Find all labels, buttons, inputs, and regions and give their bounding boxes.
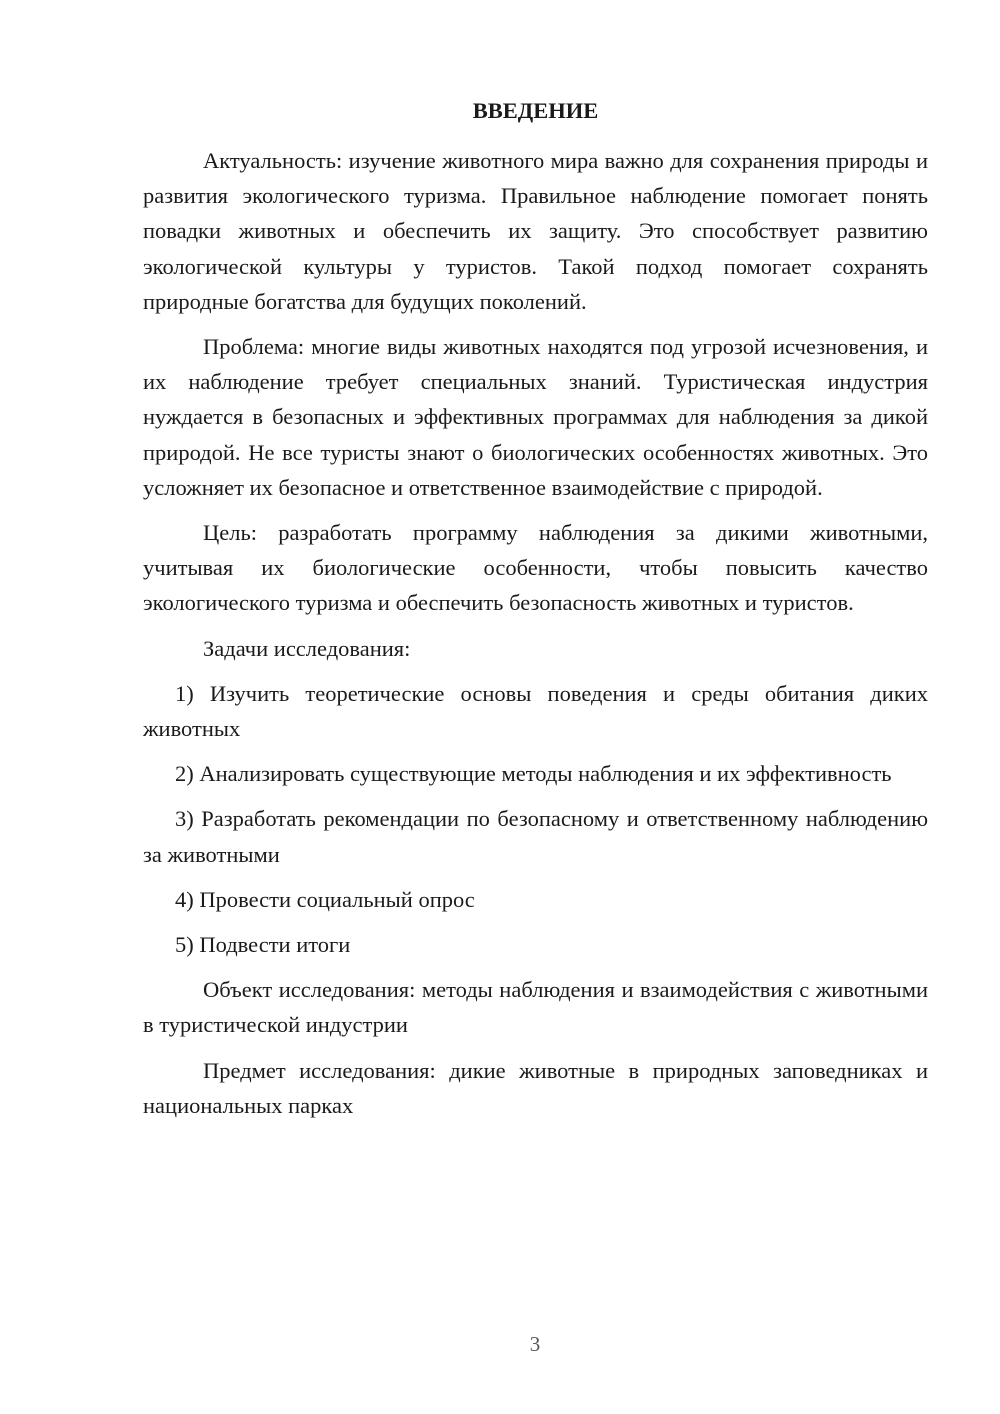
relevance-paragraph: Актуальность: изучение животного мира важно для сохранения природы и развития экологического туризма. Правильное наблюдение помогает понять повадки животных и обеспечить их защиту. Это способствует развитию экологической культуры у туристов. Такой подход помогает сохранять природные богатства для будущих поколений. xyxy=(143,148,928,314)
object-paragraph: Объект исследования: методы наблюдения и взаимодействия с животными в туристической индустрии xyxy=(143,977,928,1038)
problem-paragraph: Проблема: многие виды животных находятся под угрозой исчезновения, и их наблюдение требует специальных знаний. Туристическая индустрия нуждается в безопасных и эффективных программах для наблюдения за дикой природой. Не все туристы знают о биологических особенностях животных. Это усложняет их безопасное и ответственное взаимодействие с природой. xyxy=(143,334,928,500)
task-item: 3) Разработать рекомендации по безопасному и ответственному наблюдению за животными xyxy=(143,806,928,867)
page-title: ВВЕДЕНИЕ xyxy=(472,98,599,123)
task-item: 1) Изучить теоретические основы поведения и среды обитания диких животных xyxy=(143,680,928,742)
page-number: 3 xyxy=(529,1332,541,1356)
task-item: 4) Провести социальный опрос xyxy=(175,886,475,912)
task-item: 5) Подвести итоги xyxy=(175,932,351,958)
subject-paragraph: Предмет исследования: дикие животные в природных заповедниках и национальных парках xyxy=(143,1057,928,1118)
document-page xyxy=(143,93,928,1133)
tasks-title: Задачи исследования: xyxy=(203,635,411,661)
goal-paragraph: Цель: разработать программу наблюдения за дикими животными, учитывая их биологические особенности, чтобы повысить качество экологического туризма и обеспечить безопасность животных и туристов. xyxy=(143,520,928,616)
task-item: 2) Анализировать существующие методы наблюдения и их эффективность xyxy=(175,761,892,787)
